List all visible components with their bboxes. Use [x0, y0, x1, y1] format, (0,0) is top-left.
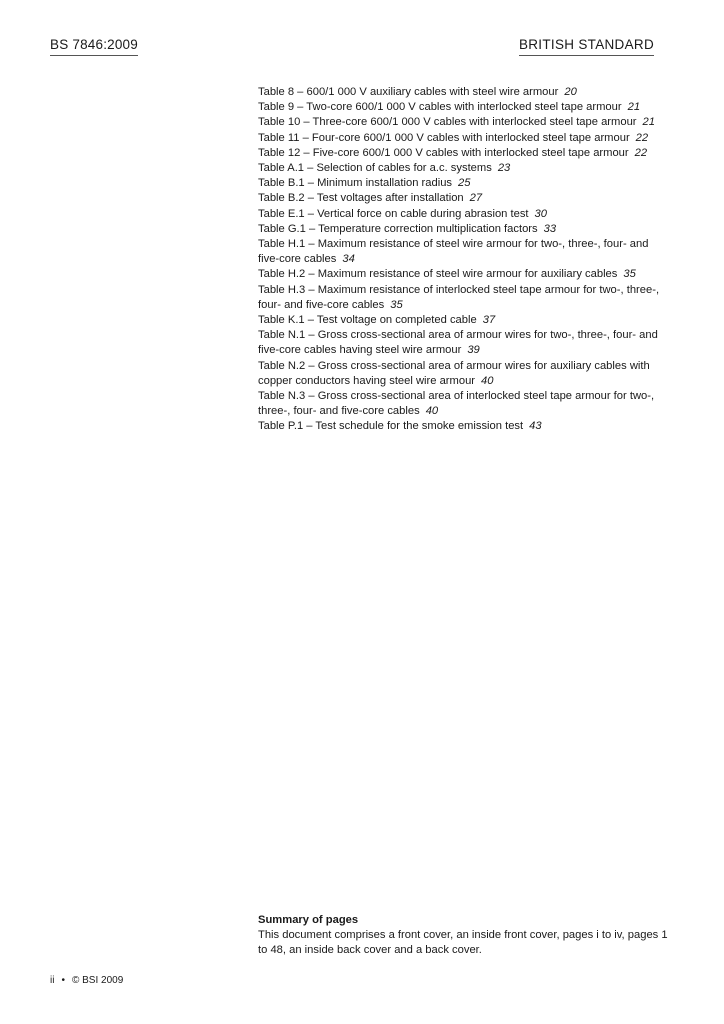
toc-entry-page: 21: [642, 116, 655, 129]
toc-entry[interactable]: [258, 176, 668, 191]
toc-entry[interactable]: [258, 146, 668, 161]
toc-entry-page: 35: [390, 298, 403, 311]
toc-entry-label: Table N.3 – Gross cross-sectional area of interlocked steel tape armour for two-, three-, four- and five-core cables: [258, 390, 655, 418]
toc-entry-page: 33: [543, 222, 557, 235]
toc-entry-label: Table P.1 – Test schedule for the smoke emission test: [258, 420, 524, 433]
summary-text: This document comprises a front cover, an inside front cover, pages i to iv, pages 1 to 48, an inside back cover and a back cover.: [258, 929, 668, 957]
page-footer: [50, 975, 123, 986]
toc-entry-page: 35: [623, 268, 636, 281]
toc-entry[interactable]: [258, 161, 668, 176]
toc-entry[interactable]: [258, 389, 668, 419]
toc-entry-page: 30: [534, 207, 547, 220]
toc-entry-label: Table N.2 – Gross cross-sectional area of armour wires for auxiliary cables with copper conductors having steel wire armour: [258, 359, 650, 387]
toc-entry-page: 43: [529, 420, 542, 433]
toc-entry-label: Table 10 – Three-core 600/1 000 V cables with interlocked steel tape armour: [258, 116, 637, 129]
toc-entry-label: Table B.2 – Test voltages after installation: [258, 192, 464, 205]
toc-entry-page: 34: [342, 253, 355, 266]
toc-entry[interactable]: [258, 222, 668, 237]
toc-entry-label: Table H.1 – Maximum resistance of steel wire armour for two-, three-, four- and five-core cables: [258, 238, 649, 266]
toc-entry-label: Table H.3 – Maximum resistance of interlocked steel tape armour for two-, three-, four- and five-core cables: [258, 283, 660, 311]
toc-entry-label: Table E.1 – Vertical force on cable during abrasion test: [258, 207, 529, 220]
toc-entry-page: 20: [564, 86, 577, 98]
document-id: BS 7846:2009: [50, 37, 138, 56]
footer-bullet: •: [61, 975, 65, 986]
toc-entry-label: Table 12 – Five-core 600/1 000 V cables with interlocked steel tape armour: [258, 146, 629, 159]
toc-entry[interactable]: [258, 191, 668, 206]
toc-entry[interactable]: [258, 313, 668, 328]
page-number: ii: [50, 975, 55, 986]
standard-category: BRITISH STANDARD: [519, 37, 654, 56]
toc-entry-label: Table G.1 – Temperature correction multiplication factors: [258, 222, 538, 235]
toc-entry-label: Table A.1 – Selection of cables for a.c. systems: [258, 162, 492, 175]
toc-entry-page: 25: [458, 177, 471, 190]
toc-entry[interactable]: [258, 359, 668, 389]
list-of-tables: [258, 85, 668, 435]
toc-entry-label: Table N.1 – Gross cross-sectional area of armour wires for two-, three-, four- and five-core cables having steel wire armour: [258, 329, 658, 357]
summary-of-pages: [258, 913, 678, 959]
toc-entry-page: 22: [634, 146, 648, 159]
toc-entry-page: 27: [469, 192, 483, 205]
toc-entry[interactable]: [258, 237, 668, 267]
toc-entry[interactable]: [258, 115, 668, 130]
toc-entry[interactable]: [258, 267, 668, 282]
toc-entry[interactable]: [258, 131, 668, 146]
toc-entry-label: Table B.1 – Minimum installation radius: [258, 177, 453, 190]
toc-entry-label: Table K.1 – Test voltage on completed cable: [258, 314, 477, 327]
toc-entry-page: 37: [482, 314, 496, 327]
toc-entry-label: Table H.2 – Maximum resistance of steel wire armour for auxiliary cables: [258, 268, 618, 281]
toc-entry[interactable]: [258, 419, 668, 434]
toc-entry-label: Table 8 – 600/1 000 V auxiliary cables with steel wire armour: [258, 86, 559, 98]
copyright-notice: © BSI 2009: [71, 975, 124, 986]
toc-entry-label: Table 9 – Two-core 600/1 000 V cables with interlocked steel tape armour: [258, 101, 622, 114]
toc-entry-label: Table 11 – Four-core 600/1 000 V cables with interlocked steel tape armour: [258, 131, 630, 144]
toc-entry-page: 22: [635, 131, 649, 144]
toc-entry[interactable]: [258, 283, 668, 313]
summary-title: Summary of pages: [258, 914, 359, 926]
toc-entry[interactable]: [258, 100, 668, 115]
toc-entry-page: 23: [497, 162, 511, 175]
toc-entry-page: 40: [481, 374, 494, 387]
toc-entry-page: 40: [425, 405, 439, 418]
toc-entry[interactable]: [258, 328, 668, 358]
toc-entry-page: 39: [467, 344, 480, 357]
toc-entry-page: 21: [627, 101, 641, 114]
toc-entry[interactable]: [258, 207, 668, 222]
toc-entry[interactable]: [258, 85, 668, 100]
